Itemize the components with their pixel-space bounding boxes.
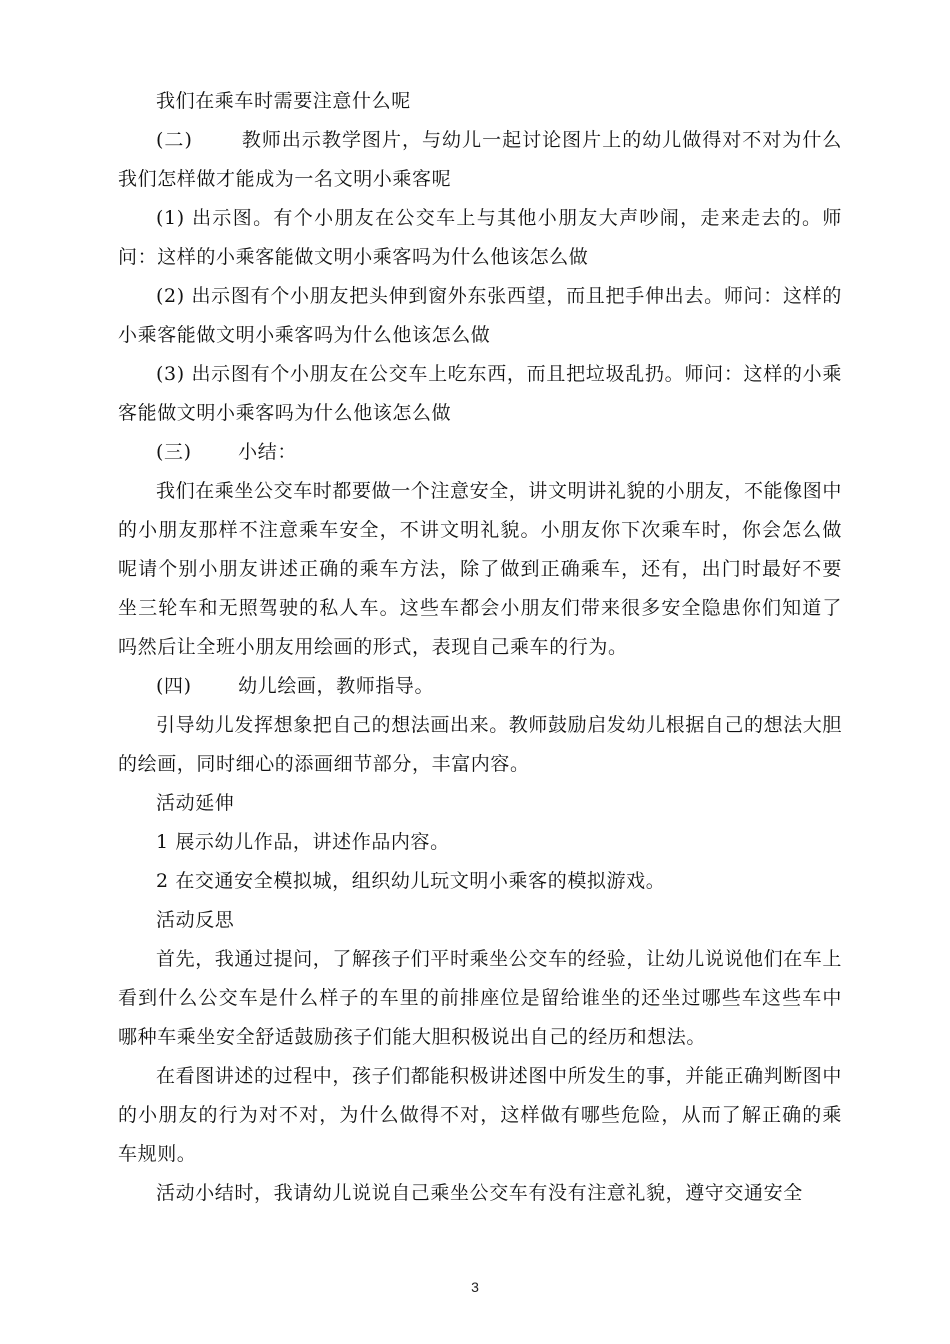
paragraph-summary: 我们在乘坐公交车时都要做一个注意安全，讲文明讲礼貌的小朋友，不能像图中的小朋友那样不注意乘车安全，不讲文明礼貌。小朋友你下次乘车时，你会怎么做呢请个别小朋友讲述正确的乘车方法，除了做到正确乘车，还有，出门时最好不要坐三轮车和无照驾驶的私人车。这些车都会小朋友们带来很多安全隐患你们知道了吗然后让全班小朋友用绘画的形式，表现自己乘车的行为。 — [118, 480, 843, 658]
paragraph-reflection-2: 在看图讲述的过程中，孩子们都能积极讲述图中所发生的事，并能正确判断图中的小朋友的行为对不对，为什么做得不对，这样做有哪些危险，从而了解正确的乘车规则。 — [118, 1065, 843, 1165]
paragraph-item-1: (1) 出示图。有个小朋友在公交车上与其他小朋友大声吵闹，走来走去的。师问：这样的小乘客能做文明小乘客吗为什么他该怎么做 — [118, 207, 842, 268]
heading-activity-extension: 活动延伸 — [156, 792, 235, 814]
section-number: (四) — [156, 675, 192, 697]
paragraph-reflection-1: 首先，我通过提问，了解孩子们平时乘坐公交车的经验，让幼儿说说他们在车上看到什么公交车是什么样子的车里的前排座位是留给谁坐的还坐过哪些车这些车中哪种车乘坐安全舒适鼓励孩子们能大胆积极说出自己的经历和想法。 — [118, 948, 843, 1048]
paragraph-item-2: (2) 出示图有个小朋友把头伸到窗外东张西望，而且把手伸出去。师问：这样的小乘客能做文明小乘客吗为什么他该怎么做 — [118, 285, 842, 346]
section-text: 教师出示教学图片，与幼儿一起讨论图片上的幼儿做得对不对为什么我们怎样做才能成为一名文明小乘客呢 — [118, 129, 842, 190]
section-number: (二) — [156, 129, 193, 151]
section-text: 幼儿绘画，教师指导。 — [238, 675, 435, 697]
section-heading-2 — [118, 121, 842, 199]
paragraph-reflection-3: 活动小结时，我请幼儿说说自己乘坐公交车有没有注意礼貌，遵守交通安全 — [156, 1182, 803, 1204]
section-heading-3 — [118, 433, 842, 472]
paragraph-item-3: (3) 出示图有个小朋友在公交车上吃东西，而且把垃圾乱扔。师问：这样的小乘客能做文明小乘客吗为什么他该怎么做 — [118, 363, 842, 424]
section-heading-4 — [118, 667, 842, 706]
paragraph-guidance: 引导幼儿发挥想象把自己的想法画出来。教师鼓励启发幼儿根据自己的想法大胆的绘画，同时细心的添画细节部分，丰富内容。 — [118, 714, 843, 775]
paragraph-extension-2: 2 在交通安全模拟城，组织幼儿玩文明小乘客的模拟游戏。 — [156, 870, 666, 892]
section-text: 小结： — [238, 441, 297, 463]
paragraph-question: 我们在乘车时需要注意什么呢 — [156, 90, 411, 112]
page-number: 3 — [471, 1279, 479, 1295]
paragraph-extension-1: 1 展示幼儿作品，讲述作品内容。 — [156, 831, 450, 853]
section-number: (三) — [156, 441, 192, 463]
heading-activity-reflection: 活动反思 — [156, 909, 235, 931]
